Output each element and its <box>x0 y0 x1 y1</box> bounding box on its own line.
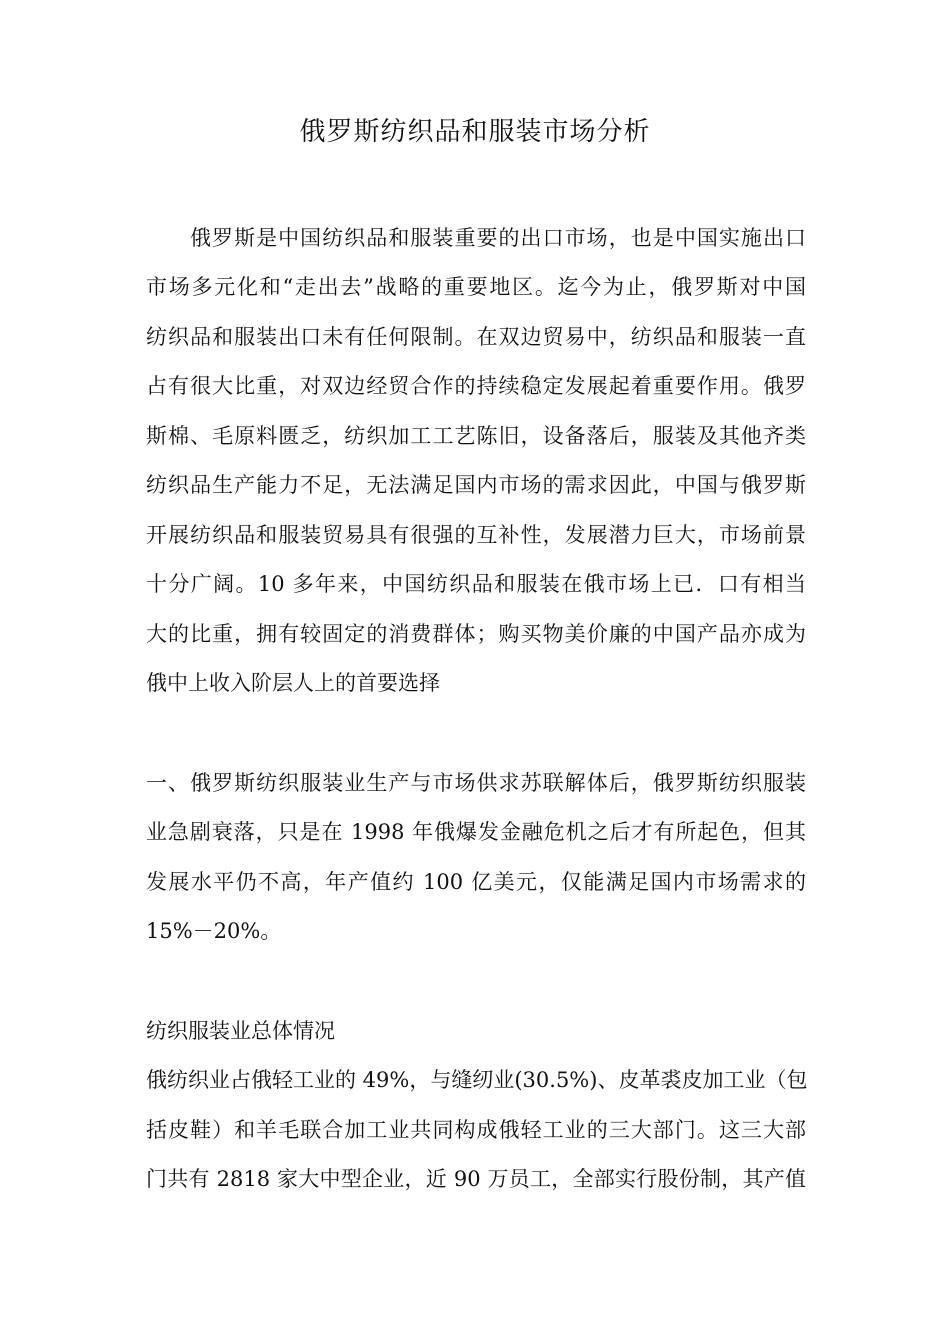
intro-line-9: 大的比重，拥有较固定的消费群体；购买物美价廉的中国产品亦成为 <box>146 622 806 646</box>
section2-line-3: 门共有 2818 家大中型企业，近 90 万员工，全部实行股份制，其产值 <box>146 1167 806 1191</box>
intro-line-6: 纺织品生产能力不足，无法满足国内市场的需求因此，中国与俄罗斯 <box>146 473 806 497</box>
section2-line-1: 俄纺织业占俄轻工业的 49%，与缝纫业(30.5%)、皮革裘皮加工业（包 <box>146 1068 808 1092</box>
intro-line-8: 十分广阔。10 多年来，中国纺织品和服装在俄市场上已．口有相当 <box>146 572 806 596</box>
intro-line-10: 俄中上收入阶层人上的首要选择 <box>146 671 440 695</box>
intro-line-4: 占有很大比重，对双边经贸合作的持续稳定发展起着重要作用。俄罗 <box>146 374 806 398</box>
section1-line-3: 发展水平仍不高，年产值约 100 亿美元，仅能满足国内市场需求的 <box>146 870 806 894</box>
intro-line-7: 开展纺织品和服装贸易具有很强的互补性，发展潜力巨大，市场前景 <box>146 523 806 547</box>
intro-line-3: 纺织品和服装出口未有任何限制。在双边贸易中，纺织品和服装一直 <box>146 325 806 349</box>
intro-line-5: 斯棉、毛原料匮乏，纺织加工工艺陈旧，设备落后，服装及其他齐类 <box>146 424 806 448</box>
intro-line-2: 市场多元化和“走出去”战略的重要地区。迄今为止，俄罗斯对中国 <box>146 275 806 299</box>
section2-line-2: 括皮鞋）和羊毛联合加工业共同构成俄轻工业的三大部门。这三大部 <box>146 1118 806 1142</box>
section1-line-1: 一、俄罗斯纺织服装业生产与市场供求苏联解体后，俄罗斯纺织服装 <box>146 771 806 795</box>
document-title: 俄罗斯纺织品和服装市场分析 <box>299 117 651 147</box>
section1-line-2: 业急剧衰落，只是在 1998 年俄爆发金融危机之后才有所起色，但其 <box>146 820 806 844</box>
section-subheading: 纺织服装业总体情况 <box>146 1019 335 1043</box>
section1-line-4: 15%－20%。 <box>146 919 282 943</box>
intro-line-1: 俄罗斯是中国纺织品和服装重要的出口市场，也是中国实施出口 <box>190 226 806 250</box>
